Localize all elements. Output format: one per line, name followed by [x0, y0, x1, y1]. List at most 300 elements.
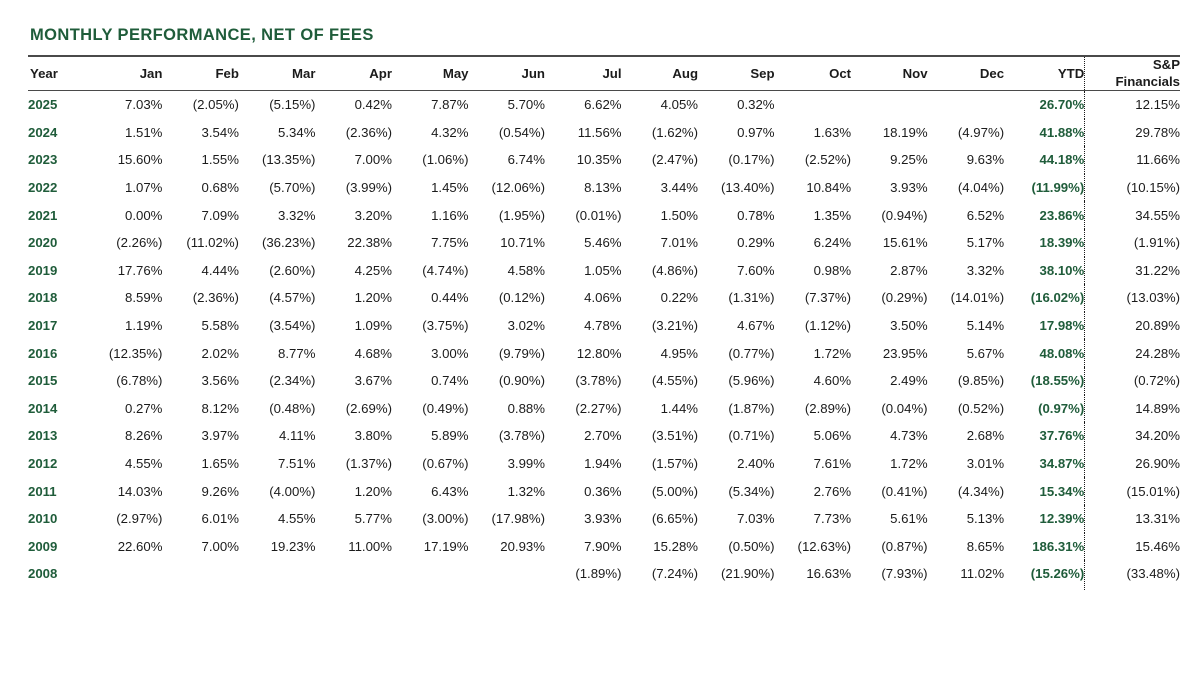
cell-dec: (4.04%) — [957, 180, 1005, 196]
cell-mar: 4.11% — [279, 428, 316, 444]
cell-feb: (11.02%) — [186, 235, 239, 251]
cell-dec: (14.01%) — [950, 290, 1005, 306]
cell-ytd: 48.08% — [1004, 339, 1085, 367]
cell-dec: 11.02% — [960, 566, 1005, 582]
cell-sep: (0.77%) — [728, 345, 775, 361]
cell-apr: 22.38% — [347, 235, 392, 251]
column-header-jan: Jan — [86, 57, 163, 91]
cell-oct: (2.52%) — [804, 152, 852, 168]
cell-mar: (0.48%) — [269, 400, 316, 416]
cell-mar — [239, 560, 316, 590]
cell-jan: 7.03% — [125, 97, 163, 113]
cell-benchmark: (10.15%) — [1126, 180, 1180, 196]
table-row — [28, 450, 1180, 478]
cell-jun: (0.54%) — [498, 124, 545, 140]
cell-dec: 9.63% — [966, 152, 1005, 168]
table-row — [28, 505, 1180, 533]
column-header-dec: Dec — [928, 57, 1005, 91]
cell-mar: (36.23%) — [261, 235, 316, 251]
cell-dec: (9.85%) — [957, 373, 1005, 389]
cell-oct: 1.35% — [813, 207, 852, 223]
benchmark-header-line2: Financials — [1115, 73, 1180, 89]
cell-nov: 2.49% — [890, 373, 928, 389]
cell-ytd: (15.26%) — [1004, 560, 1085, 590]
cell-mar: (4.00%) — [269, 483, 316, 499]
cell-jun: (3.78%) — [498, 428, 545, 444]
cell-oct: (2.89%) — [804, 400, 852, 416]
column-header-jul: Jul — [545, 57, 622, 91]
cell-ytd: (16.02%) — [1004, 284, 1085, 312]
cell-aug: 0.22% — [660, 290, 699, 306]
column-header-benchmark — [1085, 57, 1180, 91]
cell-aug: 1.50% — [660, 207, 699, 223]
cell-sep: (1.87%) — [728, 400, 775, 416]
cell-year: 2009 — [28, 538, 58, 554]
cell-year: 2016 — [28, 345, 58, 361]
cell-aug: (6.65%) — [651, 511, 699, 527]
cell-year: 2020 — [28, 235, 58, 251]
cell-year: 2014 — [28, 400, 58, 416]
cell-jul: 8.13% — [584, 180, 622, 196]
cell-jan: 1.07% — [125, 180, 163, 196]
cell-jun: 5.70% — [507, 97, 545, 113]
column-header-may: May — [392, 57, 469, 91]
cell-may: 4.32% — [431, 124, 469, 140]
cell-oct: 16.63% — [806, 566, 852, 582]
cell-dec: (0.52%) — [957, 400, 1005, 416]
cell-may: 17.19% — [423, 538, 469, 554]
cell-benchmark: (33.48%) — [1126, 566, 1180, 582]
cell-oct: (7.37%) — [804, 290, 852, 306]
table-row — [28, 229, 1180, 257]
cell-jun: 3.02% — [507, 318, 545, 334]
cell-nov: (0.29%) — [881, 290, 928, 306]
cell-nov — [851, 91, 928, 119]
cell-apr: 3.67% — [354, 373, 392, 389]
cell-apr: 1.20% — [354, 483, 392, 499]
cell-may: 0.74% — [431, 373, 469, 389]
cell-jun: (0.90%) — [498, 373, 545, 389]
cell-apr: 5.77% — [354, 511, 392, 527]
cell-feb: 3.56% — [201, 373, 239, 389]
cell-year: 2017 — [28, 318, 58, 334]
cell-may: 0.44% — [431, 290, 469, 306]
table-row — [28, 146, 1180, 174]
cell-aug: 4.95% — [660, 345, 699, 361]
cell-may — [392, 560, 469, 590]
cell-benchmark: 29.78% — [1135, 124, 1180, 140]
cell-ytd: 17.98% — [1004, 312, 1085, 340]
cell-jan: 15.60% — [117, 152, 163, 168]
cell-aug: (2.47%) — [651, 152, 699, 168]
cell-nov: (7.93%) — [881, 566, 928, 582]
cell-apr: (1.37%) — [345, 456, 392, 472]
column-header-feb: Feb — [162, 57, 239, 91]
cell-apr: 4.25% — [354, 262, 392, 278]
cell-nov: 4.73% — [890, 428, 928, 444]
cell-apr: 0.42% — [354, 97, 392, 113]
cell-ytd: (0.97%) — [1004, 395, 1085, 423]
cell-feb: 3.97% — [201, 428, 239, 444]
column-header-sep: Sep — [698, 57, 775, 91]
cell-year: 2018 — [28, 290, 58, 306]
cell-jun: (1.95%) — [498, 207, 545, 223]
cell-year: 2024 — [28, 124, 58, 140]
cell-dec: 5.14% — [966, 318, 1005, 334]
cell-oct: 4.60% — [813, 373, 852, 389]
cell-jan — [86, 560, 163, 590]
table-row — [28, 201, 1180, 229]
column-header-apr: Apr — [315, 57, 392, 91]
monthly-performance-table — [28, 57, 1180, 590]
cell-sep: (1.31%) — [728, 290, 775, 306]
cell-dec: 5.13% — [966, 511, 1005, 527]
cell-oct: 10.84% — [806, 180, 852, 196]
cell-oct: 0.98% — [813, 262, 852, 278]
column-header-ytd: YTD — [1004, 57, 1085, 91]
cell-benchmark: 15.46% — [1135, 538, 1180, 554]
cell-benchmark: (1.91%) — [1133, 235, 1180, 251]
cell-apr: 11.00% — [348, 538, 392, 554]
cell-ytd: 41.88% — [1004, 119, 1085, 147]
cell-dec: 3.32% — [966, 262, 1005, 278]
cell-may: (3.00%) — [422, 511, 469, 527]
cell-aug: 3.44% — [660, 180, 699, 196]
cell-jun: 20.93% — [500, 538, 545, 554]
cell-oct: (12.63%) — [797, 538, 852, 554]
cell-year: 2012 — [28, 456, 58, 472]
cell-aug: (3.51%) — [651, 428, 699, 444]
table-row — [28, 91, 1180, 119]
cell-ytd: (11.99%) — [1004, 174, 1085, 202]
cell-mar: (5.70%) — [269, 180, 316, 196]
cell-jan: 0.27% — [125, 400, 163, 416]
cell-dec: 5.17% — [966, 235, 1005, 251]
cell-jun — [468, 560, 545, 590]
cell-dec: 5.67% — [966, 345, 1005, 361]
cell-oct: 6.24% — [813, 235, 852, 251]
cell-dec: 3.01% — [966, 456, 1005, 472]
cell-nov: (0.41%) — [881, 483, 928, 499]
cell-nov: 2.87% — [890, 262, 928, 278]
cell-apr: 3.80% — [354, 428, 392, 444]
column-header-nov: Nov — [851, 57, 928, 91]
cell-aug: 4.05% — [660, 97, 699, 113]
cell-sep: 4.67% — [737, 318, 775, 334]
column-header-year: Year — [28, 57, 86, 91]
cell-ytd: 26.70% — [1004, 91, 1085, 119]
cell-sep: 2.40% — [737, 456, 775, 472]
cell-may: 6.43% — [431, 483, 469, 499]
cell-jul: 2.70% — [584, 428, 622, 444]
cell-jan: 14.03% — [117, 483, 163, 499]
cell-mar: (2.34%) — [269, 373, 316, 389]
cell-benchmark: (13.03%) — [1126, 290, 1180, 306]
cell-year: 2008 — [28, 566, 58, 582]
table-row — [28, 533, 1180, 561]
cell-jul: 12.80% — [576, 345, 622, 361]
cell-may: (4.74%) — [422, 262, 469, 278]
cell-sep: (0.17%) — [728, 152, 775, 168]
cell-feb: 7.09% — [201, 207, 239, 223]
cell-ytd: 44.18% — [1004, 146, 1085, 174]
cell-sep: (21.90%) — [721, 566, 775, 582]
cell-year: 2013 — [28, 428, 58, 444]
cell-jul: 7.90% — [584, 538, 622, 554]
cell-aug: 1.44% — [660, 400, 699, 416]
cell-may: (1.06%) — [422, 152, 469, 168]
table-row — [28, 367, 1180, 395]
cell-aug: 7.01% — [660, 235, 699, 251]
cell-jul: 1.94% — [584, 456, 622, 472]
cell-jul: 3.93% — [584, 511, 622, 527]
cell-jan: 0.00% — [125, 207, 163, 223]
cell-dec: 2.68% — [966, 428, 1005, 444]
page-title: MONTHLY PERFORMANCE, NET OF FEES — [30, 26, 374, 44]
cell-sep: 0.32% — [737, 97, 775, 113]
cell-aug: (3.21%) — [651, 318, 699, 334]
cell-year: 2011 — [28, 483, 57, 499]
column-header-jun: Jun — [468, 57, 545, 91]
cell-jun: 0.88% — [507, 400, 545, 416]
cell-sep: 7.60% — [737, 262, 775, 278]
cell-may: 7.87% — [431, 97, 469, 113]
cell-jan: 17.76% — [117, 262, 163, 278]
table-row — [28, 395, 1180, 423]
cell-benchmark: 14.89% — [1135, 400, 1180, 416]
cell-jan: 8.26% — [125, 428, 163, 444]
column-header-mar: Mar — [239, 57, 316, 91]
table-row — [28, 422, 1180, 450]
cell-benchmark: 24.28% — [1135, 345, 1180, 361]
cell-feb: 1.55% — [201, 152, 239, 168]
cell-year: 2022 — [28, 180, 58, 196]
cell-jul: 4.78% — [584, 318, 622, 334]
cell-feb: 0.68% — [201, 180, 239, 196]
cell-apr: (2.36%) — [345, 124, 392, 140]
cell-mar: 4.55% — [278, 511, 316, 527]
cell-dec — [928, 91, 1005, 119]
cell-jan: 1.19% — [125, 318, 163, 334]
cell-nov: 1.72% — [890, 456, 928, 472]
cell-mar: (2.60%) — [269, 262, 316, 278]
cell-apr: 7.00% — [354, 152, 392, 168]
table-row — [28, 257, 1180, 285]
cell-jan: (2.26%) — [116, 235, 163, 251]
cell-jan: 22.60% — [117, 538, 163, 554]
cell-nov: (0.94%) — [881, 207, 928, 223]
cell-feb: 6.01% — [201, 511, 239, 527]
table-row — [28, 560, 1180, 590]
cell-ytd: 18.39% — [1004, 229, 1085, 257]
cell-jul: (1.89%) — [575, 566, 622, 582]
cell-ytd: 186.31% — [1004, 533, 1085, 561]
cell-oct: 2.76% — [813, 483, 852, 499]
cell-benchmark: (15.01%) — [1126, 483, 1180, 499]
cell-year: 2010 — [28, 511, 58, 527]
cell-benchmark: 12.15% — [1135, 97, 1180, 113]
cell-jul: 4.06% — [584, 290, 622, 306]
cell-feb: 5.58% — [201, 318, 239, 334]
cell-sep: (5.34%) — [728, 483, 775, 499]
column-header-oct: Oct — [775, 57, 852, 91]
table-row — [28, 119, 1180, 147]
cell-may: (0.67%) — [422, 456, 469, 472]
cell-jun: (17.98%) — [491, 511, 545, 527]
cell-feb: 4.44% — [201, 262, 239, 278]
cell-aug: (1.62%) — [651, 124, 699, 140]
cell-dec: 6.52% — [966, 207, 1005, 223]
cell-mar: 7.51% — [278, 456, 316, 472]
cell-nov: 9.25% — [890, 152, 928, 168]
cell-sep: 0.78% — [737, 207, 775, 223]
cell-mar: (5.15%) — [269, 97, 316, 113]
cell-nov: 23.95% — [882, 345, 928, 361]
cell-nov: 3.50% — [890, 318, 928, 334]
cell-feb: 7.00% — [201, 538, 239, 554]
cell-sep: (0.50%) — [728, 538, 775, 554]
cell-may: 3.00% — [431, 345, 469, 361]
table-header — [28, 57, 1180, 91]
cell-feb: 3.54% — [201, 124, 239, 140]
cell-mar: (3.54%) — [269, 318, 316, 334]
cell-oct: (1.12%) — [804, 318, 852, 334]
cell-dec: (4.34%) — [957, 483, 1005, 499]
cell-oct: 1.63% — [813, 124, 852, 140]
cell-benchmark: 26.90% — [1135, 456, 1180, 472]
cell-jan: 1.51% — [125, 124, 163, 140]
cell-apr: 1.09% — [354, 318, 392, 334]
cell-ytd: 34.87% — [1004, 450, 1085, 478]
cell-aug: 15.28% — [653, 538, 699, 554]
cell-jan: 4.55% — [125, 456, 163, 472]
cell-apr: 4.68% — [354, 345, 392, 361]
cell-feb: (2.36%) — [192, 290, 239, 306]
cell-ytd: 37.76% — [1004, 422, 1085, 450]
cell-benchmark: 34.20% — [1135, 428, 1180, 444]
cell-ytd: 12.39% — [1004, 505, 1085, 533]
cell-may: (3.75%) — [422, 318, 469, 334]
cell-mar: 19.23% — [270, 538, 316, 554]
table-row — [28, 477, 1180, 505]
cell-jun: (0.12%) — [498, 290, 545, 306]
cell-ytd: (18.55%) — [1004, 367, 1085, 395]
cell-jan: (2.97%) — [116, 511, 163, 527]
cell-mar: (13.35%) — [261, 152, 316, 168]
cell-feb: 9.26% — [201, 483, 239, 499]
benchmark-header-line1: S&P — [1152, 57, 1180, 72]
table-row — [28, 174, 1180, 202]
cell-sep: (0.71%) — [728, 428, 775, 444]
table-body — [28, 91, 1180, 590]
cell-aug: (5.00%) — [651, 483, 699, 499]
cell-ytd: 23.86% — [1004, 201, 1085, 229]
cell-jul: (2.27%) — [575, 400, 622, 416]
table-row — [28, 284, 1180, 312]
cell-nov: (0.04%) — [881, 400, 928, 416]
cell-apr: (3.99%) — [345, 180, 392, 196]
cell-benchmark: 34.55% — [1135, 207, 1180, 223]
cell-mar: 3.32% — [278, 207, 316, 223]
cell-benchmark: 13.31% — [1135, 511, 1180, 527]
cell-sep: (5.96%) — [728, 373, 775, 389]
cell-jan: 8.59% — [125, 290, 163, 306]
cell-may: 1.45% — [431, 180, 469, 196]
cell-jun: 4.58% — [507, 262, 545, 278]
cell-mar: 5.34% — [278, 124, 316, 140]
cell-year: 2021 — [28, 207, 58, 223]
cell-may: 1.16% — [431, 207, 469, 223]
cell-sep: (13.40%) — [721, 180, 775, 196]
cell-jul: 1.05% — [584, 262, 622, 278]
cell-dec: 8.65% — [966, 538, 1005, 554]
cell-jul: 0.36% — [584, 483, 622, 499]
cell-benchmark: 20.89% — [1135, 318, 1180, 334]
cell-may: 7.75% — [431, 235, 469, 251]
cell-jul: 11.56% — [577, 124, 622, 140]
cell-feb: (2.05%) — [192, 97, 239, 113]
cell-sep: 0.29% — [737, 235, 775, 251]
cell-aug: (7.24%) — [651, 566, 699, 582]
cell-jun: 1.32% — [507, 483, 545, 499]
cell-jul: (3.78%) — [575, 373, 622, 389]
cell-jan: (6.78%) — [116, 373, 163, 389]
cell-sep: 0.97% — [737, 124, 775, 140]
cell-jul: 10.35% — [576, 152, 622, 168]
cell-oct — [775, 91, 852, 119]
cell-year: 2023 — [28, 152, 58, 168]
cell-feb: 1.65% — [201, 456, 239, 472]
cell-feb — [162, 560, 239, 590]
cell-oct: 7.61% — [813, 456, 852, 472]
cell-aug: (4.86%) — [651, 262, 699, 278]
cell-sep: 7.03% — [737, 511, 775, 527]
cell-jul: 5.46% — [584, 235, 622, 251]
cell-aug: (1.57%) — [651, 456, 699, 472]
cell-jun: (9.79%) — [498, 345, 545, 361]
cell-nov: 5.61% — [890, 511, 928, 527]
cell-may: (0.49%) — [422, 400, 469, 416]
cell-ytd: 15.34% — [1004, 477, 1085, 505]
cell-year: 2019 — [28, 262, 58, 278]
cell-may: 5.89% — [431, 428, 469, 444]
cell-apr: 3.20% — [354, 207, 392, 223]
cell-oct: 7.73% — [813, 511, 852, 527]
cell-dec: (4.97%) — [957, 124, 1005, 140]
cell-jun: 6.74% — [507, 152, 545, 168]
cell-benchmark: (0.72%) — [1133, 373, 1180, 389]
cell-mar: 8.77% — [278, 345, 316, 361]
cell-feb: 8.12% — [201, 400, 239, 416]
cell-apr: (2.69%) — [345, 400, 392, 416]
cell-year: 2015 — [28, 373, 58, 389]
cell-benchmark: 11.66% — [1136, 152, 1180, 168]
cell-jun: 10.71% — [500, 235, 545, 251]
cell-nov: 15.61% — [882, 235, 928, 251]
cell-nov: (0.87%) — [881, 538, 928, 554]
cell-nov: 18.19% — [882, 124, 928, 140]
cell-ytd: 38.10% — [1004, 257, 1085, 285]
table-row — [28, 312, 1180, 340]
cell-jun: 3.99% — [507, 456, 545, 472]
cell-mar: (4.57%) — [269, 290, 316, 306]
cell-jun: (12.06%) — [491, 180, 545, 196]
cell-jan: (12.35%) — [108, 345, 163, 361]
cell-apr — [315, 560, 392, 590]
cell-year: 2025 — [28, 97, 58, 113]
cell-jul: (0.01%) — [575, 207, 622, 223]
cell-jul: 6.62% — [584, 97, 622, 113]
